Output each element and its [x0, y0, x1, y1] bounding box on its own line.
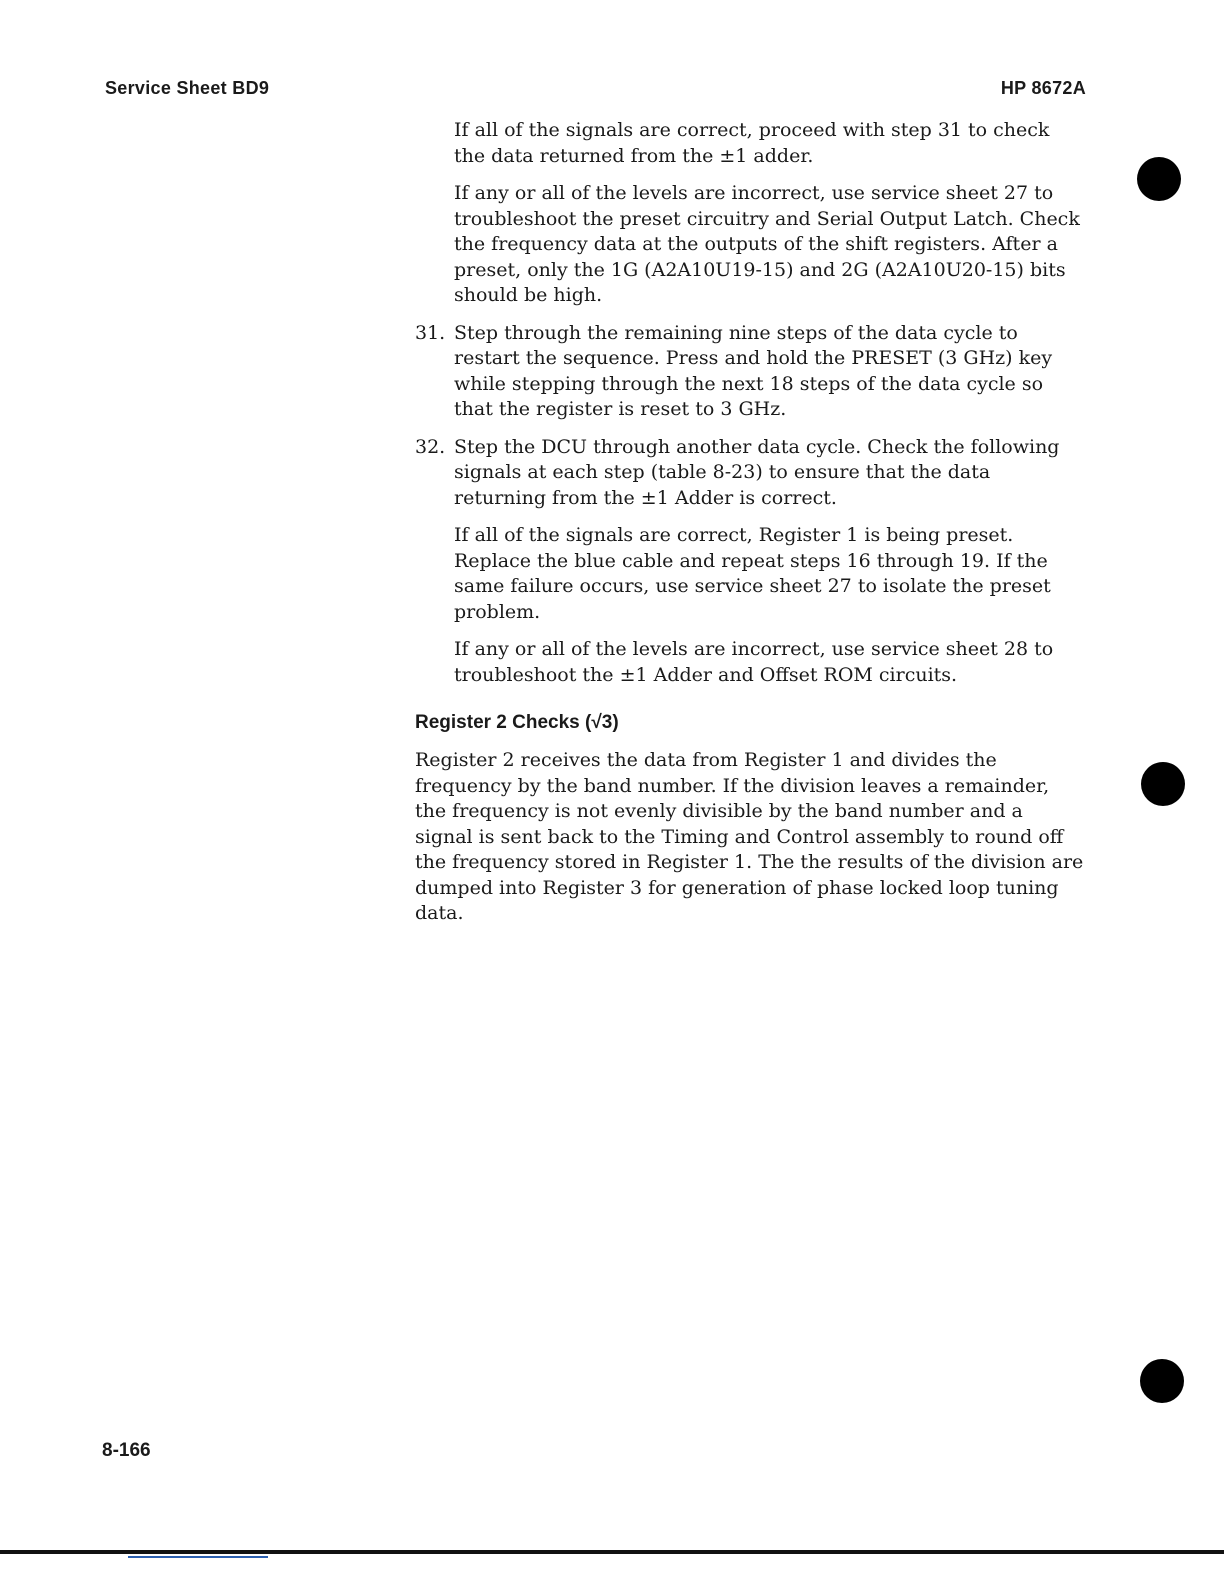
step-text: Step through the remaining nine steps of the data cycle to restart the sequence. Press and hold the PRESET (3 GHz) key while stepping through the next 18 steps of the data cycle so that the register is reset to 3 GHz.	[454, 321, 1053, 420]
paragraph-levels-incorrect: If any or all of the levels are incorrect, use service sheet 27 to troubleshoot the preset circuitry and Serial Output Latch. Check the frequency data at the outputs of the shift registers. After a preset, only the 1G (A2A10U19-15) and 2G (A2A10U20-15) bits should be high.	[454, 182, 1080, 306]
section-heading: Register 2 Checks (√3)	[415, 712, 619, 733]
step-number: 31.	[415, 321, 446, 344]
paragraph-adder-troubleshoot: If any or all of the levels are incorrect, use service sheet 28 to troubleshoot the ±1 Adder and Offset ROM circuits.	[454, 638, 1054, 686]
bottom-rule-accent	[128, 1556, 268, 1558]
binder-hole-icon	[1137, 157, 1181, 201]
bottom-rule	[0, 1550, 1224, 1554]
step-text: Step the DCU through another data cycle. Check the following signals at each step (table 8-23) to ensure that the data returning from the ±1 Adder is correct.	[454, 435, 1060, 509]
step-number: 32.	[415, 435, 446, 458]
main-content	[415, 118, 1085, 939]
running-header-right: HP 8672A	[1000, 78, 1086, 98]
binder-hole-icon	[1140, 1359, 1184, 1403]
binder-hole-icon	[1141, 762, 1185, 806]
step-32	[415, 435, 1085, 512]
paragraph-signals-correct: If all of the signals are correct, proceed with step 31 to check the data returned from the ±1 adder.	[454, 119, 1050, 167]
step-31	[415, 321, 1085, 423]
paragraph-register1-preset: If all of the signals are correct, Register 1 is being preset. Replace the blue cable and repeat steps 16 through 19. If the same failure occurs, use service sheet 27 to isolate the preset problem.	[454, 524, 1051, 623]
page-number: 8-166	[102, 1440, 151, 1461]
running-header-left: Service Sheet BD9	[105, 78, 270, 98]
section-body: Register 2 receives the data from Register 1 and divides the frequency by the band number. If the division leaves a remainder, the frequency is not evenly divisible by the band number and a signal is sent back to the Timing and Control assembly to round off the frequency stored in Register 1. The the results of the division are dumped into Register 3 for generation of phase locked loop tuning data.	[415, 749, 1084, 924]
